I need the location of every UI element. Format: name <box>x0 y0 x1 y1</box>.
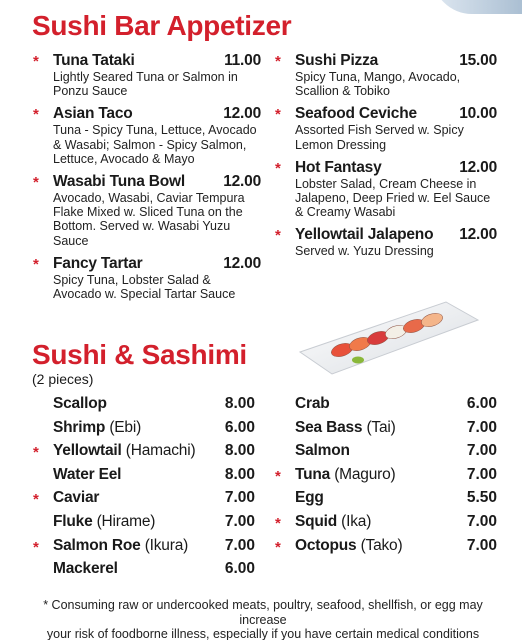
item-name: Hot Fantasy <box>295 158 382 176</box>
item-description: Lobster Salad, Cream Cheese in Jalapeno, Deep Fried w. Eel Sauce & Creamy Wasabi <box>295 176 491 220</box>
sushi-row <box>275 489 497 513</box>
menu-item <box>33 255 261 301</box>
item-name: Seafood Ceviche <box>295 105 417 123</box>
item-description: Spicy Tuna, Lobster Salad & Avocado w. Special Tartar Sauce <box>53 272 236 302</box>
sushi-price: 7.00 <box>224 512 255 530</box>
appetizer-section-title: Sushi Bar Appetizer <box>32 10 292 41</box>
raw-warning-star-icon: * <box>33 538 39 556</box>
sushi-name: Egg <box>295 489 324 507</box>
sushi-row <box>275 419 497 443</box>
sushi-name: Yellowtail (Hamachi) <box>53 442 196 460</box>
item-name: Yellowtail Jalapeno <box>295 226 434 244</box>
appetizer-column-left <box>33 52 261 308</box>
sushi-name: Tuna (Maguro) <box>295 465 396 483</box>
item-price: 11.00 <box>224 52 261 69</box>
item-price: 10.00 <box>459 105 497 123</box>
sushi-name: Water Eel <box>53 465 122 483</box>
sushi-row <box>33 560 255 584</box>
raw-warning-star-icon: * <box>33 174 39 192</box>
raw-warning-star-icon: * <box>275 159 281 177</box>
sushi-price: 7.00 <box>224 489 255 507</box>
sushi-name: Octopus (Tako) <box>295 536 403 554</box>
sushi-name: Scallop <box>53 395 107 412</box>
sushi-row <box>33 419 255 443</box>
item-name: Tuna Tataki <box>53 52 135 69</box>
sushi-row <box>275 442 497 466</box>
sushi-price: 7.00 <box>466 512 497 530</box>
item-description: Tuna - Spicy Tuna, Lettuce, Avocado & Wasabi; Salmon - Spicy Salmon, Lettuce, Avocado & Mayo <box>53 123 257 166</box>
menu-item <box>275 226 497 258</box>
menu-item <box>275 159 497 220</box>
raw-warning-star-icon: * <box>275 53 281 70</box>
item-description: Served w. Yuzu Dressing <box>295 244 434 259</box>
item-name: Fancy Tartar <box>53 254 143 272</box>
appetizer-column-right <box>275 52 497 266</box>
item-price: 12.00 <box>223 254 261 272</box>
menu-item <box>33 173 261 248</box>
sushi-price: 6.00 <box>224 560 255 578</box>
footnote-line: * Consuming raw or undercooked meats, poultry, seafood, shellfish, or egg may increase <box>43 598 483 627</box>
sushi-row <box>33 489 255 513</box>
sushi-section-title: Sushi & Sashimi <box>32 339 247 370</box>
sushi-row <box>33 442 255 466</box>
sushi-name: Salmon Roe (Ikura) <box>53 536 189 554</box>
sushi-plate-photo <box>296 298 480 376</box>
sushi-price: 7.00 <box>466 442 497 460</box>
food-safety-footnote <box>20 598 506 640</box>
sushi-price: 8.00 <box>224 465 255 483</box>
item-price: 15.00 <box>459 52 497 69</box>
item-description: Lightly Seared Tuna or Salmon in Ponzu Sauce <box>53 70 238 99</box>
menu-item <box>275 105 497 151</box>
raw-warning-star-icon: * <box>33 53 39 70</box>
pieces-note: (2 pieces) <box>32 371 94 387</box>
sushi-row <box>33 395 255 419</box>
sushi-row <box>275 537 497 561</box>
raw-warning-star-icon: * <box>275 106 281 124</box>
sushi-price: 7.00 <box>466 536 497 554</box>
sushi-column-right <box>275 395 497 560</box>
item-price: 12.00 <box>223 173 261 191</box>
footnote-line: your risk of foodborne illness, especially if you have certain medical conditions <box>46 627 480 640</box>
item-price: 12.00 <box>223 105 261 123</box>
sushi-row <box>275 466 497 490</box>
corner-decoration <box>432 0 522 14</box>
sushi-name: Fluke (Hirame) <box>53 512 156 530</box>
sushi-price: 7.00 <box>466 418 497 436</box>
item-price: 12.00 <box>459 158 497 176</box>
sushi-row <box>275 513 497 537</box>
item-name: Sushi Pizza <box>295 52 379 69</box>
sushi-price: 8.00 <box>224 395 255 412</box>
raw-warning-star-icon: * <box>33 255 39 273</box>
sushi-name: Salmon <box>295 442 350 460</box>
sushi-name: Shrimp (Ebi) <box>53 418 142 436</box>
raw-warning-star-icon: * <box>33 444 39 462</box>
sushi-price: 7.00 <box>224 536 255 554</box>
sushi-row <box>33 466 255 490</box>
raw-warning-star-icon: * <box>33 491 39 509</box>
sushi-column-left <box>33 395 255 584</box>
sushi-name: Squid (Ika) <box>295 512 372 530</box>
item-name: Asian Taco <box>53 105 133 123</box>
menu-item <box>275 52 497 98</box>
item-description: Assorted Fish Served w. Spicy Lemon Dressing <box>295 123 464 152</box>
sushi-row <box>33 537 255 561</box>
menu-item <box>33 52 261 98</box>
sushi-price: 5.50 <box>466 489 497 507</box>
item-description: Avocado, Wasabi, Caviar Tempura Flake Mixed w. Sliced Tuna on the Bottom. Served w. Wasabi Yuzu Sauce <box>53 191 245 248</box>
sushi-price: 6.00 <box>466 395 497 412</box>
raw-warning-star-icon: * <box>275 514 281 532</box>
item-name: Wasabi Tuna Bowl <box>53 173 186 191</box>
sushi-row <box>275 395 497 419</box>
sushi-price: 8.00 <box>224 442 255 460</box>
sushi-price: 7.00 <box>466 465 497 483</box>
raw-warning-star-icon: * <box>275 538 281 556</box>
raw-warning-star-icon: * <box>33 106 39 124</box>
sushi-name: Caviar <box>53 489 100 507</box>
item-description: Spicy Tuna, Mango, Avocado, Scallion & Tobiko <box>295 70 461 99</box>
sushi-row <box>33 513 255 537</box>
menu-item <box>33 105 261 166</box>
raw-warning-star-icon: * <box>275 467 281 485</box>
sushi-price: 6.00 <box>224 418 255 436</box>
sushi-name: Sea Bass (Tai) <box>295 418 396 436</box>
raw-warning-star-icon: * <box>275 227 281 245</box>
sushi-name: Mackerel <box>53 560 118 578</box>
sushi-name: Crab <box>295 395 330 412</box>
item-price: 12.00 <box>459 226 497 244</box>
